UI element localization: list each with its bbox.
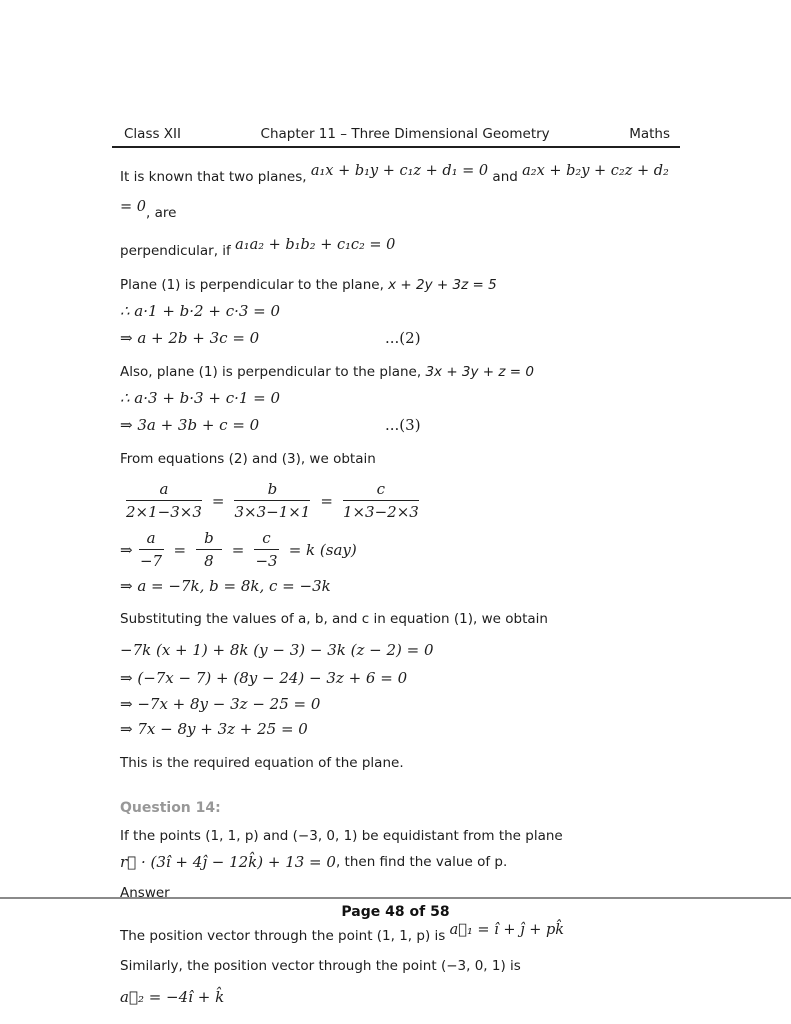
equals-sign: = [231,540,245,559]
equation-substituted: −7k (x + 1) + 8k (y − 3) − 3k (z − 2) = 0 [120,641,434,659]
perp-math: a₁a₂ + b₁b₂ + c₁c₂ = 0 [235,237,396,253]
fraction-b [234,480,310,521]
equation-2-row [120,327,676,349]
equals-sign: = [173,540,187,559]
equals-sign: = [320,491,333,510]
plane2-equation: 3x + 3y + z = 0 [425,364,534,380]
equation-therefore-1: ∴ a·1 + b·2 + c·3 = 0 [120,302,281,320]
plane2-statement [120,362,676,382]
fraction-c-k-den: −3 [255,552,278,570]
plane1-statement [120,275,676,295]
fraction-a [126,480,202,521]
header-class: Class XII [124,126,182,142]
page-header [112,126,680,148]
substituting-line: Substituting the values of a, b, and c in equation (1), we obtain [120,611,548,627]
question-14-line-1: If the points (1, 1, p) and (−3, 0, 1) be equidistant from the plane [120,828,563,844]
position-vector-1-math: a⃗₁ = î + ĵ + pk̂ [449,922,565,938]
header-subject: Maths [629,126,670,142]
intro-math-plane2: a₂x + b₂y + c₂z + d₂ = 0 [120,163,669,215]
fraction-a-k-num: a [139,529,164,550]
implies-arrow: ⇒ [120,540,133,559]
position-vector-1-text: The position vector through the point (1, 1, p) is [120,928,450,944]
perp-text: perpendicular, if [120,243,236,259]
question-14-line-2: , then find the value of p. [335,854,508,870]
fraction-c-den: 1×3−2×3 [342,503,419,521]
position-vector-2-math: a⃗₂ = −4î + k̂ [120,988,225,1006]
fraction-c-num: c [343,480,419,501]
equation-k-values: ⇒ a = −7k, b = 8k, c = −3k [120,577,331,595]
fraction-a-den: 2×1−3×3 [126,503,202,521]
intro-line-1 [120,156,676,228]
equation-3: ⇒ 3a + 3b + c = 0 [120,416,260,434]
fraction-a-k-den: −7 [139,552,163,570]
perpendicular-line [120,230,676,266]
fraction-row-1 [120,480,676,521]
question-14-title: Question 14: [120,800,221,816]
equation-2: ⇒ a + 2b + 3c = 0 [120,329,260,347]
fraction-c-k-num: c [254,529,278,550]
plane1-text: Plane (1) is perpendicular to the plane, [120,277,389,293]
from-equations-line: From equations (2) and (3), we obtain [120,451,376,467]
equation-final: ⇒ 7x − 8y + 3z + 25 = 0 [120,720,308,738]
intro-text-mid: and [488,169,523,185]
plane1-equation: x + 2y + 3z = 5 [388,277,497,293]
fraction-b-k [196,529,222,570]
footer-rule [0,897,791,899]
question-14-plane-equation: r⃗ · (3î + 4ĵ − 12k̂) + 13 = 0 [120,853,336,871]
page-content [120,152,676,1007]
fraction-b-k-num: b [196,529,222,550]
equation-therefore-2: ∴ a·3 + b·3 + c·1 = 0 [120,389,281,407]
plane2-text: Also, plane (1) is perpendicular to the plane, [120,364,426,380]
header-chapter-title: Chapter 11 – Three Dimensional Geometry [260,126,550,142]
fraction-c-k [254,529,278,570]
required-plane-line: This is the required equation of the plane. [120,755,404,771]
fraction-row-2 [120,529,676,570]
equals-sign: = [211,491,225,510]
position-vector-1-line [120,916,676,950]
equation-3-row [120,414,676,436]
question-14-math-line [120,852,676,872]
fraction-c [343,480,419,521]
header-rule [112,146,680,148]
equation-simplified: ⇒ −7x + 8y − 3z − 25 = 0 [120,695,321,713]
footer-page-number: Page 48 of 58 [341,904,450,920]
fraction-b-den: 3×3−1×1 [234,503,311,521]
equation-2-tag: ...(2) [385,329,421,347]
equation-3-tag: ...(3) [385,416,421,434]
intro-math-plane1: a₁x + b₁y + c₁z + d₁ = 0 [310,163,489,179]
fraction-a-k [139,529,164,570]
k-say-tail: = k (say) [288,540,357,559]
fraction-a-num: a [126,480,202,501]
intro-text-post: , are [145,205,177,221]
position-vector-2-line: Similarly, the position vector through the point (−3, 0, 1) is [120,958,521,974]
fraction-b-k-den: 8 [204,552,214,570]
intro-text-pre: It is known that two planes, [120,169,311,185]
fraction-b-num: b [234,480,310,501]
answer-label: Answer [120,885,170,901]
equation-expanded: ⇒ (−7x − 7) + (8y − 24) − 3z + 6 = 0 [120,669,408,687]
